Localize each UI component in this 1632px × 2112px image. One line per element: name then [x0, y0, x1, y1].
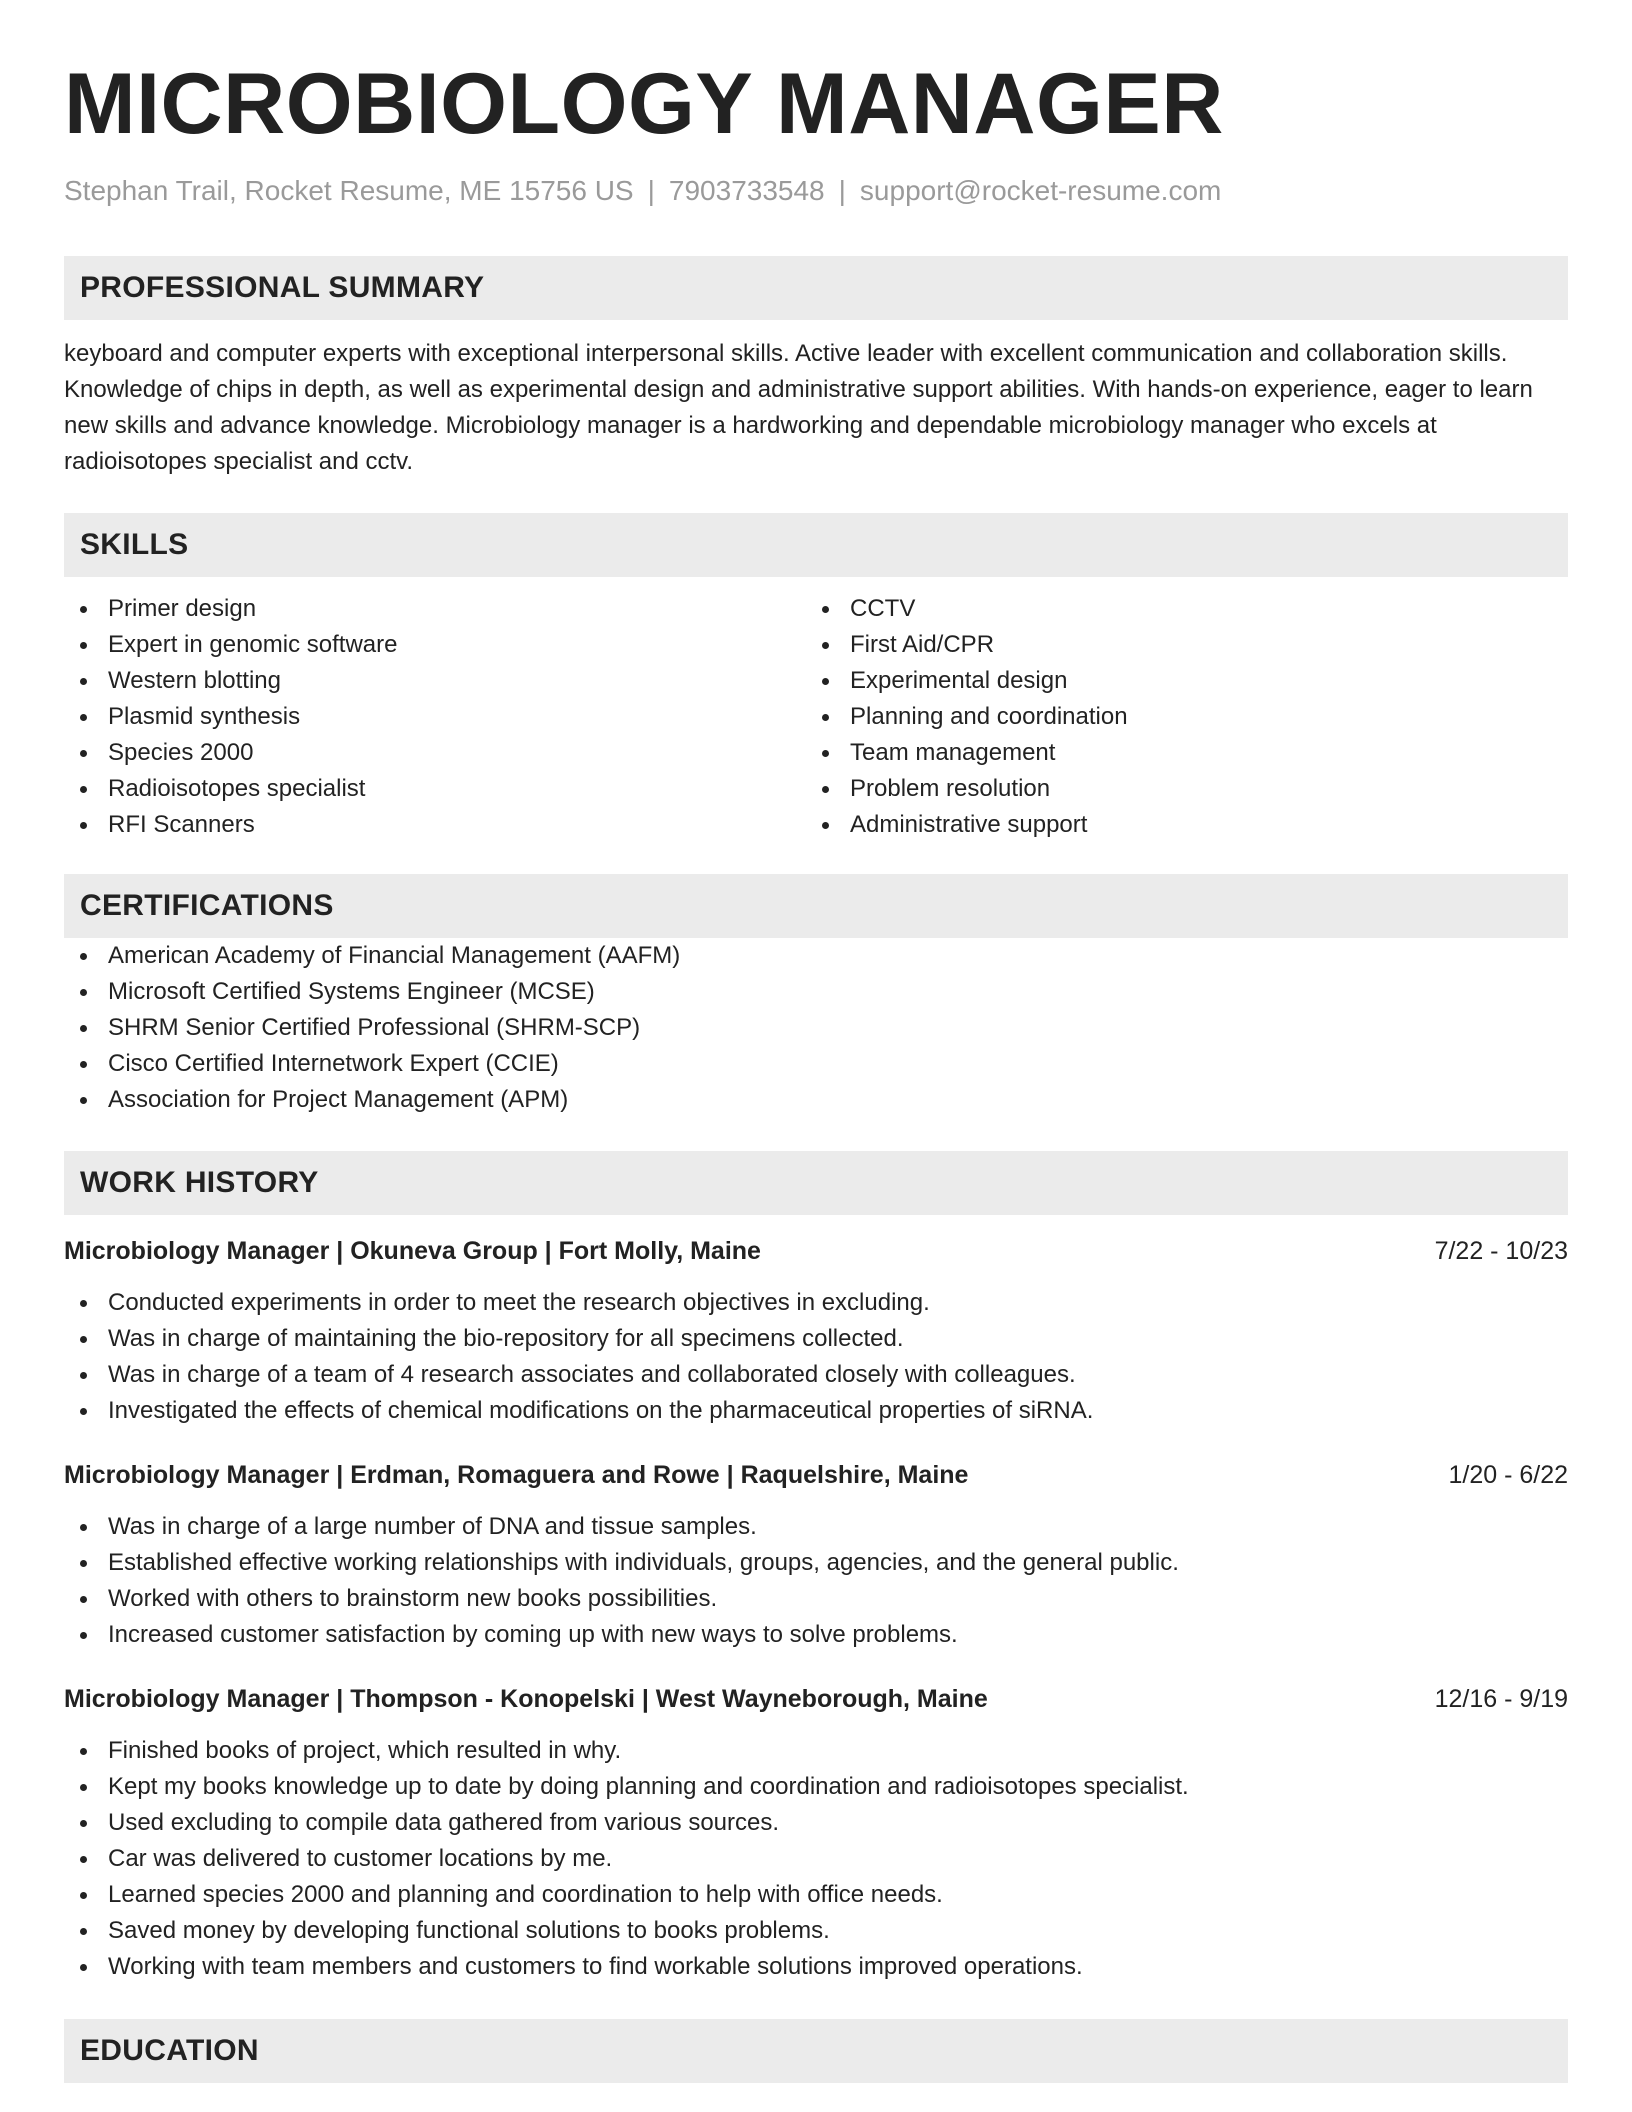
skills-grid	[64, 591, 1568, 843]
skills-column-right	[806, 591, 1548, 843]
job-dates: 1/20 - 6/22	[1448, 1461, 1568, 1489]
skill-item: Planning and coordination	[806, 699, 1548, 735]
skill-item: Western blotting	[64, 663, 806, 699]
certification-item: SHRM Senior Certified Professional (SHRM-SCP)	[64, 1010, 1568, 1046]
job-bullet: Investigated the effects of chemical modifications on the pharmaceutical properties of siRNA.	[64, 1393, 1568, 1429]
job-header	[64, 1457, 1568, 1493]
certifications-list	[64, 938, 1568, 1118]
job-bullets	[64, 1285, 1568, 1429]
section-header-summary: PROFESSIONAL SUMMARY	[64, 256, 1568, 320]
job-header	[64, 1681, 1568, 1717]
skill-item: Experimental design	[806, 663, 1548, 699]
job-title: Microbiology Manager | Okuneva Group | Fort Molly, Maine	[64, 1237, 761, 1265]
section-header-skills: SKILLS	[64, 513, 1568, 577]
contact-separator: |	[647, 175, 655, 206]
skills-list-right	[806, 591, 1548, 843]
job-bullet: Established effective working relationships with individuals, groups, agencies, and the general public.	[64, 1545, 1568, 1581]
job-bullet: Finished books of project, which resulted in why.	[64, 1733, 1568, 1769]
skills-list-left	[64, 591, 806, 843]
contact-phone: 7903733548	[668, 175, 825, 206]
skill-item: First Aid/CPR	[806, 627, 1548, 663]
job-bullet: Working with team members and customers to find workable solutions improved operations.	[64, 1949, 1568, 1985]
job-bullet: Conducted experiments in order to meet the research objectives in excluding.	[64, 1285, 1568, 1321]
section-header-work-history: WORK HISTORY	[64, 1151, 1568, 1215]
job-bullet: Car was delivered to customer locations by me.	[64, 1841, 1568, 1877]
summary-text: keyboard and computer experts with exceptional interpersonal skills. Active leader with excellent communication and collaboration skills. Knowledge of chips in depth, as well as experimental design and administrative support abilities. With hands-on experience, eager to learn new skills and advance knowledge. Microbiology manager is a hardworking and dependable microbiology manager who excels at radioisotopes specialist and cctv.	[64, 340, 1533, 475]
job-title: Microbiology Manager | Thompson - Konopelski | West Wayneborough, Maine	[64, 1685, 988, 1713]
job-header	[64, 1233, 1568, 1269]
job-entry	[64, 1681, 1568, 1985]
job-bullet: Saved money by developing functional solutions to books problems.	[64, 1913, 1568, 1949]
skill-item: Primer design	[64, 591, 806, 627]
section-header-education: EDUCATION	[64, 2019, 1568, 2083]
job-bullet: Was in charge of maintaining the bio-repository for all specimens collected.	[64, 1321, 1568, 1357]
job-bullets	[64, 1733, 1568, 1985]
certification-item: Association for Project Management (APM)	[64, 1082, 1568, 1118]
contact-line	[64, 174, 1568, 208]
skill-item: Expert in genomic software	[64, 627, 806, 663]
skill-item: Team management	[806, 735, 1548, 771]
job-title: Microbiology Manager | Erdman, Romaguera and Rowe | Raquelshire, Maine	[64, 1461, 969, 1489]
certification-item: American Academy of Financial Management (AAFM)	[64, 938, 1568, 974]
skill-item: Problem resolution	[806, 771, 1548, 807]
job-bullet: Increased customer satisfaction by coming up with new ways to solve problems.	[64, 1617, 1568, 1653]
job-entry	[64, 1457, 1568, 1653]
job-bullet: Used excluding to compile data gathered from various sources.	[64, 1805, 1568, 1841]
job-entry	[64, 1233, 1568, 1429]
job-bullet: Was in charge of a large number of DNA and tissue samples.	[64, 1509, 1568, 1545]
certification-item: Microsoft Certified Systems Engineer (MCSE)	[64, 974, 1568, 1010]
certification-item: Cisco Certified Internetwork Expert (CCIE)	[64, 1046, 1568, 1082]
job-bullet: Worked with others to brainstorm new books possibilities.	[64, 1581, 1568, 1617]
job-dates: 7/22 - 10/23	[1434, 1237, 1568, 1265]
skill-item: Radioisotopes specialist	[64, 771, 806, 807]
job-bullet: Kept my books knowledge up to date by doing planning and coordination and radioisotopes specialist.	[64, 1769, 1568, 1805]
job-bullet: Learned species 2000 and planning and coordination to help with office needs.	[64, 1877, 1568, 1913]
skill-item: Species 2000	[64, 735, 806, 771]
contact-email: support@rocket-resume.com	[859, 175, 1222, 206]
section-header-certifications: CERTIFICATIONS	[64, 874, 1568, 938]
contact-address: Stephan Trail, Rocket Resume, ME 15756 US	[64, 175, 634, 206]
skills-column-left	[64, 591, 806, 843]
skill-item: CCTV	[806, 591, 1548, 627]
contact-separator: |	[838, 175, 846, 206]
job-bullet: Was in charge of a team of 4 research associates and collaborated closely with colleagues.	[64, 1357, 1568, 1393]
skill-item: RFI Scanners	[64, 807, 806, 843]
skill-item: Plasmid synthesis	[64, 699, 806, 735]
job-bullets	[64, 1509, 1568, 1653]
skill-item: Administrative support	[806, 807, 1548, 843]
resume-title: MICROBIOLOGY MANAGER	[64, 56, 1224, 152]
job-dates: 12/16 - 9/19	[1434, 1685, 1568, 1713]
